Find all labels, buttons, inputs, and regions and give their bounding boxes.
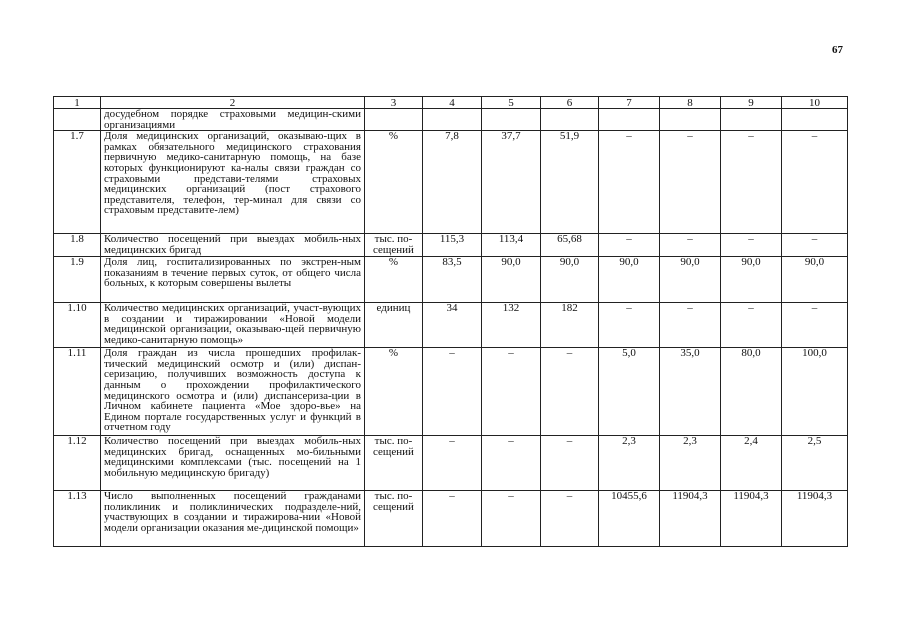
value-cell: 115,3 <box>423 234 482 257</box>
value-cell <box>660 109 721 131</box>
value-cell: 90,0 <box>599 257 660 303</box>
row-description: Количество посещений при выездах мобиль-ных медицинских бригад, оснащенных мо-бильными медицинскими комплексами (тыс. посещений на 1 мобильную медицинскую бригаду) <box>101 436 365 491</box>
row-description: Количество посещений при выездах мобиль-ных медицинских бригад <box>101 234 365 257</box>
header-col-9: 9 <box>721 97 782 109</box>
header-col-3: 3 <box>365 97 423 109</box>
value-cell: 2,3 <box>599 436 660 491</box>
value-cell: – <box>541 491 599 547</box>
value-cell: – <box>782 131 848 234</box>
value-cell: 90,0 <box>721 257 782 303</box>
value-cell: – <box>541 436 599 491</box>
value-cell: 113,4 <box>482 234 541 257</box>
value-cell: 90,0 <box>660 257 721 303</box>
value-cell: – <box>541 348 599 436</box>
row-unit: % <box>365 257 423 303</box>
header-col-10: 10 <box>782 97 848 109</box>
value-cell: 2,4 <box>721 436 782 491</box>
table-row <box>54 303 848 348</box>
value-cell: – <box>599 131 660 234</box>
row-unit: единиц <box>365 303 423 348</box>
value-cell: – <box>423 491 482 547</box>
value-cell: – <box>482 348 541 436</box>
row-number: 1.10 <box>54 303 101 348</box>
value-cell: – <box>482 436 541 491</box>
row-unit: тыс. по-сещений <box>365 436 423 491</box>
value-cell: 83,5 <box>423 257 482 303</box>
header-col-8: 8 <box>660 97 721 109</box>
row-number: 1.11 <box>54 348 101 436</box>
page-number: 67 <box>832 44 843 56</box>
value-cell: 90,0 <box>482 257 541 303</box>
value-cell: 7,8 <box>423 131 482 234</box>
header-row <box>54 97 848 109</box>
value-cell: – <box>721 303 782 348</box>
value-cell: 10455,6 <box>599 491 660 547</box>
value-cell: 132 <box>482 303 541 348</box>
row-number: 1.7 <box>54 131 101 234</box>
value-cell: – <box>482 491 541 547</box>
value-cell: 90,0 <box>782 257 848 303</box>
value-cell <box>423 109 482 131</box>
value-cell: – <box>782 303 848 348</box>
header-col-4: 4 <box>423 97 482 109</box>
row-unit: тыс. по-сещений <box>365 234 423 257</box>
row-unit: % <box>365 348 423 436</box>
value-cell: 2,5 <box>782 436 848 491</box>
row-number: 1.8 <box>54 234 101 257</box>
value-cell: 11904,3 <box>721 491 782 547</box>
value-cell: 2,3 <box>660 436 721 491</box>
value-cell <box>541 109 599 131</box>
value-cell: – <box>423 348 482 436</box>
table-row-continuation <box>54 109 848 131</box>
value-cell <box>482 109 541 131</box>
row-description: Доля лиц, госпитализированных по экстрен-ным показаниям в течение первых суток, от общего числа больных, к которым совершены вылеты <box>101 257 365 303</box>
value-cell: – <box>423 436 482 491</box>
value-cell <box>782 109 848 131</box>
value-cell <box>721 109 782 131</box>
value-cell: 51,9 <box>541 131 599 234</box>
value-cell: 34 <box>423 303 482 348</box>
row-description: Число выполненных посещений гражданами поликлиник и поликлинических подразделе-ний, участвующих в создании и тиражирова-нии «Новой модели организации оказания ме-дицинской помощи» <box>101 491 365 547</box>
value-cell: – <box>660 303 721 348</box>
row-unit: тыс. по-сещений <box>365 491 423 547</box>
value-cell: 100,0 <box>782 348 848 436</box>
row-number: 1.12 <box>54 436 101 491</box>
value-cell: 80,0 <box>721 348 782 436</box>
value-cell <box>599 109 660 131</box>
table-row <box>54 234 848 257</box>
header-col-7: 7 <box>599 97 660 109</box>
value-cell: – <box>660 234 721 257</box>
row-unit <box>365 109 423 131</box>
value-cell: 11904,3 <box>782 491 848 547</box>
value-cell: 65,68 <box>541 234 599 257</box>
value-cell: – <box>599 234 660 257</box>
row-description: Доля медицинских организаций, оказываю-щих в рамках обязательного медицинского страхования первичную медико-санитарную помощь, на базе которых функционируют ка-налы связи граждан со страховыми представи-телями страховых медицинских организаций (пост страхового представителя, телефон, тер-минал для связи со страховым представите-лем) <box>101 131 365 234</box>
header-col-1: 1 <box>54 97 101 109</box>
header-col-5: 5 <box>482 97 541 109</box>
header-col-6: 6 <box>541 97 599 109</box>
value-cell: 5,0 <box>599 348 660 436</box>
value-cell: – <box>721 234 782 257</box>
row-description: Доля граждан из числа прошедших профилак-тический медицинский осмотр и (или) диспан-серизацию, получивших возможность доступа к данным о прохождении профилактического медицинского осмотра и (или) диспансериза-ции в Личном кабинете пациента «Мое здоро-вье» на Едином портале государственных услуг и функций в отчетном году <box>101 348 365 436</box>
row-description: Количество медицинских организаций, участ-вующих в создании и тиражировании «Новой модели медицинской организации, оказываю-щей первичную медико-санитарную помощь» <box>101 303 365 348</box>
row-number: 1.9 <box>54 257 101 303</box>
row-description: досудебном порядке страховыми медицин-скими организациями <box>101 109 365 131</box>
value-cell: 182 <box>541 303 599 348</box>
value-cell: – <box>599 303 660 348</box>
value-cell: – <box>721 131 782 234</box>
value-cell: 37,7 <box>482 131 541 234</box>
table-row <box>54 491 848 547</box>
value-cell: 35,0 <box>660 348 721 436</box>
value-cell: 11904,3 <box>660 491 721 547</box>
value-cell: – <box>782 234 848 257</box>
value-cell: 90,0 <box>541 257 599 303</box>
table-row <box>54 348 848 436</box>
header-col-2: 2 <box>101 97 365 109</box>
row-number: 1.13 <box>54 491 101 547</box>
table-row <box>54 131 848 234</box>
indicators-table <box>53 96 848 547</box>
row-unit: % <box>365 131 423 234</box>
table-row <box>54 257 848 303</box>
value-cell: – <box>660 131 721 234</box>
table-row <box>54 436 848 491</box>
row-number-cell <box>54 109 101 131</box>
